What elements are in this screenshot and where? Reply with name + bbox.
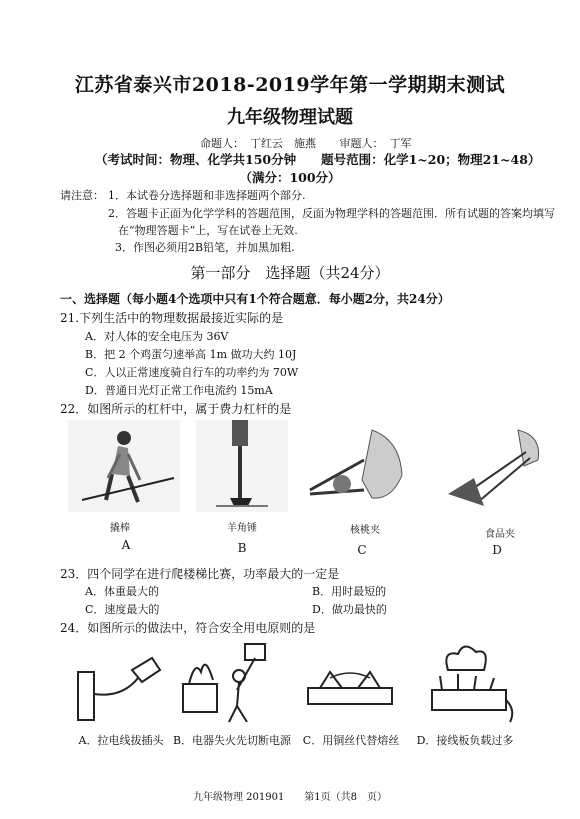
q22-letter-d: D [492, 543, 502, 557]
q24-stem: 24．如图所示的做法中，符合安全用电原则的是 [60, 621, 316, 635]
fire-cut-power-image [175, 640, 275, 726]
crowbar-drawing [68, 420, 180, 512]
q22-caption-c: 核桃夹 [350, 525, 380, 536]
overloaded-power-strip-image [418, 640, 518, 726]
page-title: 江苏省泰兴市2018-2019学年第一学期期末测试 [74, 74, 506, 96]
q21-option-b: B．把 2 个鸡蛋匀速举高 1m 做功大约 10J [85, 348, 297, 361]
q23-option-d: D．做功最快的 [312, 603, 387, 616]
q24-caption-b: B．电器失火先切断电源 [172, 734, 292, 747]
q23-stem: 23．四个同学在进行爬楼梯比赛，功率最大的一定是 [60, 567, 340, 581]
q23-option-b: B．用时最短的 [312, 585, 387, 598]
overloaded-power-strip-drawing [418, 640, 518, 726]
copper-wire-fuse-drawing [300, 648, 400, 726]
crowbar-image [68, 420, 180, 512]
section-heading: 一、选择题（每小题4个选项中只有1个符合题意．每小题2分，共24分） [60, 292, 450, 306]
nutcracker-drawing [302, 420, 420, 512]
q22-stem: 22．如图所示的杠杆中，属于费力杠杆的是 [60, 402, 292, 416]
writers: 丁红云 施燕 [250, 137, 316, 150]
q23-option-a: A．体重最大的 [85, 585, 159, 598]
q22-caption-a: 撬棒 [110, 523, 130, 534]
unplug-by-cord-image [72, 648, 167, 726]
q23-option-c: C．速度最大的 [85, 603, 160, 616]
q21-option-d: D．普通日光灯正常工作电流约 15mA [85, 384, 273, 397]
q24-caption-d: D．接线板负载过多 [416, 734, 514, 747]
claw-hammer-drawing [196, 420, 288, 512]
note-2-cont: 在“物理答题卡”上，写在试卷上无效. [118, 224, 298, 237]
page-subtitle: 九年级物理试题 [227, 107, 353, 128]
q22-letter-c: C [357, 543, 367, 557]
unplug-by-cord-drawing [72, 648, 167, 726]
authors-line [200, 135, 418, 151]
q22-caption-b: 羊角锤 [227, 523, 257, 534]
q24-caption-a: A．拉电线拔插头 [78, 734, 164, 747]
q22-caption-d: 食品夹 [485, 529, 515, 540]
page-footer: 九年级物理 201901 第1页（共8 页） [192, 792, 388, 803]
nutcracker-image [302, 420, 420, 512]
copper-wire-fuse-image [300, 648, 400, 726]
reviewer-label: 审题人： [339, 137, 384, 150]
fire-cut-power-drawing [175, 640, 275, 726]
q22-letter-b: B [237, 541, 247, 555]
food-tongs-drawing [438, 422, 550, 512]
claw-hammer-image [196, 420, 288, 512]
q24-caption-c: C．用铜丝代替熔丝 [302, 734, 400, 747]
note-2: 2．答题卡正面为化学学科的答题范围，反面为物理学科的答题范围．所有试题的答案均填写 [108, 207, 555, 220]
writer-label: 命题人： [200, 137, 244, 150]
reviewer: 丁军 [389, 137, 412, 150]
q21-stem: 21.下列生活中的物理数据最接近实际的是 [60, 311, 284, 325]
part-title: 第一部分 选择题（共24分） [190, 264, 390, 282]
full-score: （满分：100分） [239, 170, 341, 185]
note-1: 1．本试卷分选择题和非选择题两个部分. [108, 189, 306, 202]
note-3: 3．作图必须用2B铅笔，并加黑加粗. [115, 241, 295, 254]
q22-letter-a: A [121, 538, 131, 552]
notes-label: 请注意： [60, 189, 104, 202]
q21-option-a: A．对人体的安全电压为 36V [85, 330, 229, 343]
q21-option-c: C．人以正常速度骑自行车的功率约为 70W [85, 366, 299, 379]
food-tongs-image [438, 422, 550, 512]
exam-info: （考试时间：物理、化学共150分钟 题号范围：化学1~20；物理21~48） [95, 152, 541, 167]
